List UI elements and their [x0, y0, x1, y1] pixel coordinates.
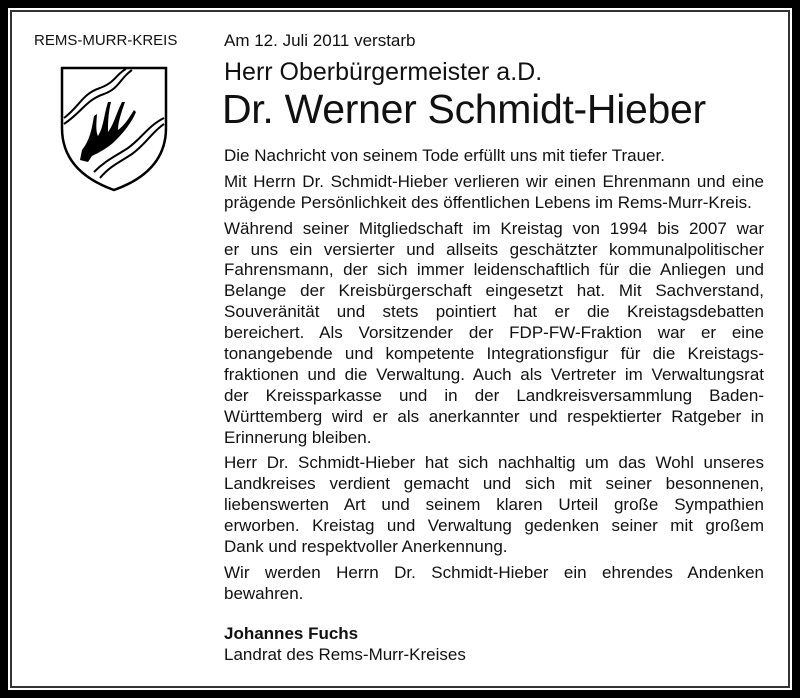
death-date-line: Am 12. Juli 2011 verstarb: [224, 31, 416, 50]
text-line: Landkreises verdient gemacht und sich mit seiner besonnenen,: [224, 474, 764, 494]
signatory-title: Landrat des Rems-Murr-Kreises: [224, 645, 466, 664]
text-line: Während seiner Mitgliedschaft im Kreistag von 1994 bis 2007 war: [224, 218, 764, 238]
paragraph: [224, 219, 764, 449]
text-line: Erinnerung bleiben.: [224, 427, 372, 447]
signature-block: [224, 623, 466, 665]
text-line: Souveränität und stets pointiert hat er die Kreistagsdebatten: [224, 302, 764, 322]
paragraph: [224, 453, 764, 557]
text-line: erworben. Kreistag und Verwaltung gedenken seiner mit großem: [224, 516, 764, 536]
signatory-name: Johannes Fuchs: [224, 624, 359, 643]
text-line: liebenswerten Art und seinem klaren Urteil große Sympathien: [224, 495, 764, 515]
text-line: prägende Persönlichkeit des öffentlichen Lebens im Rems-Murr-Kreis.: [224, 192, 752, 212]
coat-of-arms-icon: [60, 66, 168, 192]
paragraph: [224, 172, 764, 214]
text-line: Dank und respektvoller Anerkennung.: [224, 537, 508, 557]
text-line: Württemberg wird er als anerkannter und respektierter Ratgeber in: [224, 406, 764, 426]
text-line: Wir werden Herrn Dr. Schmidt-Hieber ein ehrendes Andenken: [224, 562, 764, 582]
organization-label: REMS-MURR-KREIS: [34, 32, 178, 49]
text-line: Die Nachricht von seinem Tode erfüllt uns mit tiefer Trauer.: [224, 146, 665, 165]
text-line: tonangebende und kompetente Integrationsfigur für die Kreistags-: [224, 344, 764, 364]
text-line: Fahrensmann, der sich immer leidenschaftlich für die Anliegen und: [224, 260, 764, 280]
text-line: bewahren.: [224, 583, 304, 603]
text-line: fraktionen und die Verwaltung. Auch als Vertreter im Verwaltungsrat: [224, 364, 764, 384]
obituary-text: [224, 146, 764, 610]
text-line: er uns ein versierter und allseits geschätzter kommunalpolitischer: [224, 239, 764, 259]
honorific-title: Herr Oberbürgermeister a.D.: [224, 58, 543, 86]
paragraph: [224, 146, 764, 167]
paragraph: [224, 563, 764, 605]
text-line: Belange der Kreisbürgerschaft eingesetzt hat. Mit Sachverstand,: [224, 281, 764, 301]
text-line: Herr Dr. Schmidt-Hieber hat sich nachhaltig um das Wohl unseres: [224, 453, 764, 473]
text-line: Mit Herrn Dr. Schmidt-Hieber verlieren wir einen Ehrenmann und eine: [224, 171, 764, 191]
text-line: der Kreissparkasse und in der Landkreisversammlung Baden-: [224, 385, 764, 405]
text-line: bereichert. Als Vorsitzender der FDP-FW-Fraktion war er eine: [224, 323, 764, 343]
deceased-name: Dr. Werner Schmidt-Hieber: [222, 86, 706, 132]
